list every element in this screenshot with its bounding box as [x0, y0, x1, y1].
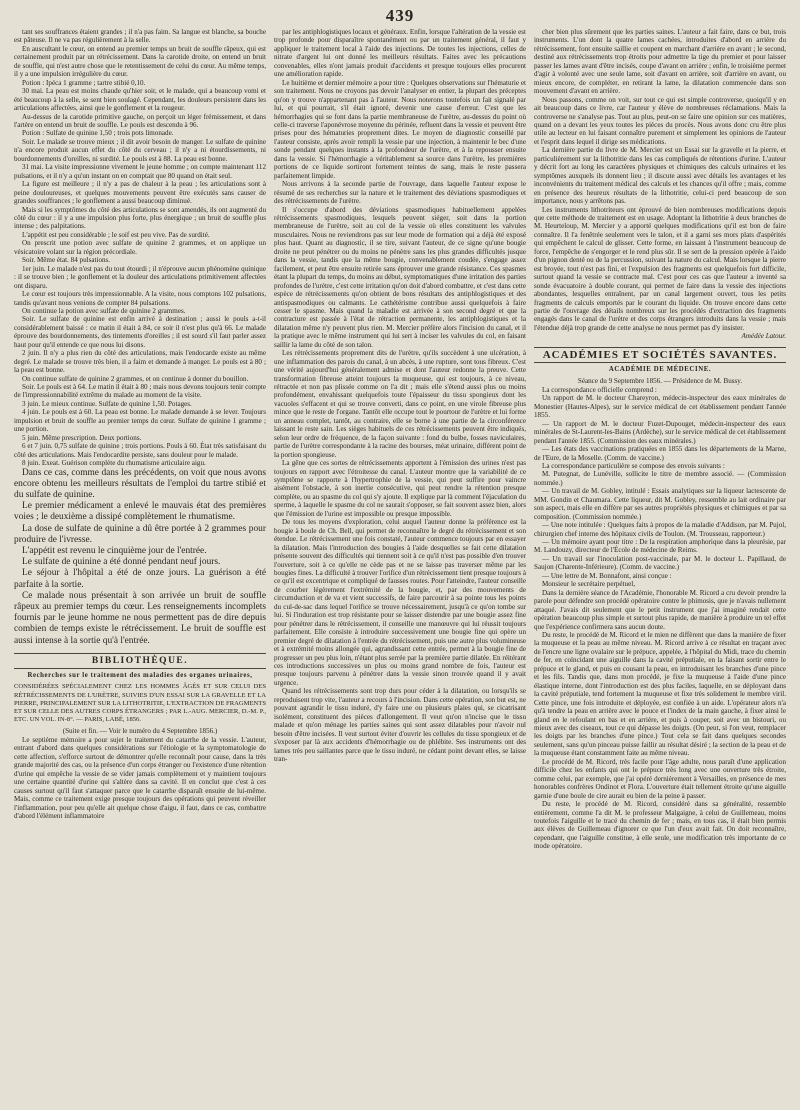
paragraph: Potion : Sulfate de quinine 1,50 ; trois pots limonade.: [22, 129, 174, 138]
paragraph: Du reste, le procédé de M. Ricord, considéré dans sa généralité, ressemble entièrement, comme l'a dit M. le professeur Malgaigne, à celui de Guillemeau, moins toutefois l'aiguille et le tracé du chemin de fer ; mais, en tous cas, il était bien permis aux élèves de Guillemeau d'ignorer ce que l'un d'eux avait fait. On doit reconnaître, cependant, que l'aiguille constitue, à elle seule, une modification très importante de ce mode opératoire.: [534, 800, 786, 851]
academy-proceedings: [534, 386, 786, 851]
column-1: [14, 28, 266, 1102]
paragraph: Monsieur le secrétaire perpétuel,: [542, 580, 635, 589]
seance-line: Séance du 9 Septembre 1856. — Présidence de M. Bussy.: [577, 377, 743, 386]
paragraph: — Un mémoire ayant pour titre : De la respiration amphorique dans la pleurésie, par M. Landouzy, directeur de l'École de médecine de Reims.: [534, 538, 786, 555]
paragraph: Soir. Le pouls est à 64. Le matin il était à 80 ; mais nous devons toujours tenir compte de l'impressionnabilité extrême du malade au moment de la visite.: [14, 383, 266, 400]
review-signature: Amédée Latour.: [741, 332, 786, 341]
clinical-conclusion: [14, 468, 266, 647]
paragraph: La figure est meilleure ; il n'y a pas de chaleur à la peau ; les articulations sont à peine douloureuses, et quelques mouvements peuvent être exécutés sans causer de grandes souffrances ; le gonflement a aussi beaucoup diminué.: [14, 180, 266, 206]
paragraph: 2 juin. Il n'y a plus rien du côté des articulations, mais l'endocarde existe au même degré. Le malade se trouve très bien, il a faim et demande à manger. Le pouls est à 80 ; la peau est bonne.: [14, 349, 266, 375]
paragraph: La dernière partie du livre de M. Mercier est un Essai sur la gravelle et la pierre, et particulièrement sur la lithotritie dans les cas compliqués de rétentions d'urine. L'auteur y décrit fort au long les caractères physiques et chimiques des calculs urinaires et les symptômes auxquels ils donnent lieu ; il discute aussi avec détails les avantages et les inconvénients du traitement médical des calculs et les chances qu'il offre ; mais, comme en présence des heureux résultats de la lithotritie, celui-ci perd beaucoup de son importance, nous y arrêtons pas.: [534, 146, 786, 206]
book-review-start: [14, 736, 266, 821]
paragraph: De tous les moyens d'exploration, celui auquel l'auteur donne la préférence est la bougie à boule de Ch. Bell, qui permet de reconnaître le degré du rétrécissement et son étendue. Le rétrécissement une fois constaté, l'auteur commence toujours par en essayer la dilatation. Mais l'introduction des bougies à l'aide desquelles se fait cette dilatation présente souvent des difficultés qui tiennent soit à ce qu'il n'est pas possible d'en trouver l'ouverture, soit à ce qu'elle ne cède pas et ne se laisse pas traverser même par les bougies fines. La difficulté à trouver l'orifice d'un rétrécissement tient presque toujours à ce qu'il est excentrique et compliqué de fausses routes. Pour l'atteindre, l'auteur conseille de courber légèrement l'extrémité de la bougie, et, par des mouvements de circumduction et de va et vient successifs, de faire parcourir à sa pointe tous les points du cul-de-sac dans lequel l'orifice se trouve nécessairement, jusqu'à ce qu'on tombe sur lui. Si l'induration est trop résistante pour se laisser distendre par une bougie assez fine pour pénétrer dans le rétrécissement, il conseille une manœuvre qui lui réussit toujours parfaitement. Elle consiste à introduire successivement une bougie fine qui opère un premier degré de dilatation à l'entrée du rétrécissement, puis une autre plus volumineuse et à extrémité moins allongée qui, agrandissant cette entrée, permet à la bougie fine de progresser un peu plus loin, n'étant plus serrée par la première partie dilatée. En réitérant ces introductions successives un plus ou moins grand nombre de fois, l'auteur est presque toujours parvenu à pénétrer dans la vessie sinon trouvée quand il y avait urgence.: [274, 518, 526, 687]
paragraph: — Un travail sur l'inoculation post-vaccinale, par M. le docteur L. Papillaud, de Saujon (Charente-Inférieure). (Comm. de vaccine.): [534, 554, 786, 572]
paragraph: — Une note intitulée : Quelques faits à propos de la maladie d'Addison, par M. Pujol, chirurgien chef interne des hôpitaux civils de Toulon. (M. Trousseau, rapporteur.): [534, 521, 786, 538]
paragraph: 31 mai. La visite impressionne vivement le jeune homme ; on compte maintenant 112 pulsations, et il n'y a qu'un instant on en comptait que 80 quand on était seul.: [14, 163, 266, 180]
paragraph: Le huitième et dernier mémoire a pour titre : Quelques observations sur l'hématurie et son traitement. Nous ne croyons pas devoir l'analyser en entier, la plupart des préceptes qu'on y trouve n'appartenant pas à l'auteur. Nous noterons toutefois un fait signalé par lui, et qui pourrait, s'il était ignoré, devenir une cause d'erreur. C'est que les hémorrhagies qui se font dans la partie membraneuse de l'urètre, au-dessus du point où celle-ci traverse l'aponévrose moyenne du périnée, refluent dans la vessie et peuvent être prises pour des hématuries proprement dites. Le moyen de diagnostic conseillé par l'auteur consiste, après avoir rempli la vessie par une injection, à maintenir le bec d'une sonde pendant quelques instants à la profondeur de l'urètre, et à la repousser ensuite dans la vessie. Si l'hémorrhagie a véritablement sa source dans l'urètre, les premières portions de ce liquide sortiront fortement teintes de sang, mais le reste passera parfaitement limpide.: [274, 78, 526, 180]
paragraph: 4 juin. Le pouls est à 60. La peau est bonne. Le malade demande à se lever. Toujours impulsion et bruit de souffle au premier temps du cœur. Sulfate de quinine 1 gramme ; une portion.: [14, 408, 266, 434]
paragraph: Soir. Le sulfate de quinine est enfin arrivé à destination ; aussi le pouls a-t-il considérablement baissé : ce matin il était à 84, ce soir il n'est plus qu'à 66. Le malade éprouve des bourdonnements, des tintements d'oreilles ; il est sourd s'il faut parler assez haut pour qu'il entende ce que nous lui disons.: [14, 315, 266, 349]
paragraph: 8 juin. Exeat. Guérison complète du rhumatisme articulaire aigu.: [22, 459, 206, 468]
paragraph: Un rapport de M. le docteur Chareyron, médecin-inspecteur des eaux minérales de Monestier (Hautes-Alpes), sur le service médical de cet établissement pendant l'année 1855.: [534, 394, 786, 420]
clinical-observation: [14, 28, 266, 468]
column-3: [534, 28, 786, 1102]
paragraph: La dose de sulfate de quinine a dû être portée à 2 grammes pour produire de l'ivresse.: [14, 523, 266, 545]
paragraph: On continue sulfate de quinine 2 grammes, et on continue à donner du bouillon.: [22, 374, 249, 383]
paragraph: — Un rapport de M. le docteur Fuzet-Dupouget, médecin-inspecteur des eaux minérales de St-Laurent-les-Bains (Ardèche), sur le service médical de cet établissement pendant l'année 1855. (Commission des eaux minérales.): [534, 419, 786, 445]
paragraph: On prescrit une potion avec sulfate de quinine 2 grammes, et on applique un vésicatoire volant sur la région précordiale.: [14, 239, 266, 256]
paragraph: Les instruments lithotriteurs ont éprouvé de bien nombreuses modifications depuis que cette méthode de traitement est en usage. Adoptant la lithotritie à deux branches de M. Heurteloup, M. Mercier y a apporté quelques modifications qu'il est bon de faire connaître. Il l'a fenêtrée seulement vers le talon, et il a garni ses mors plats d'aspérités qui empêchent le calcul de glisser. Cette forme, en laissant à l'instrument beaucoup de force, l'empêche de s'engorger et le rend plus sûr. Il se sert de la pression opérée à l'aide d'un pignon denté ou de la percussion, suivant la nature du calcul. Mais lorsque la pierre est broyée, tout n'est pas fini, et l'expulsion des fragments est quelquefois fort difficile, surtout quand la vessie se contracte mal. C'est pour ces cas que l'auteur a inventé sa sonde évacuatoire à double courant, qui permet de faire dans la vessie des injections abondantes, lesquelles entraînent, par un canal largement ouvert, tous les petits fragments de calculs emportés par le courant du liquide. On trouve encore dans cette partie de l'ouvrage des détails nombreux sur les procédés d'extraction des fragments engagés dans le canal de l'urètre et des corps étrangers introduits dans la vessie ; mais l'étendue déjà trop grande de cette analyse ne nous permet pas d'y insister.: [534, 205, 786, 332]
paragraph: 30 mai. La peau est moins chaude qu'hier soir, et le malade, qui a beaucoup vomi et été beaucoup à la selle, se sent bien soulagé. Cependant, les douleurs persistent dans les articulations affectées, ainsi que le gonflement et la rougeur.: [14, 87, 266, 113]
section-heading-bibliotheque: BIBLIOTHÈQUE.: [14, 653, 266, 669]
paragraph: 1er juin. Le malade n'est pas du tout étourdi ; il n'éprouve aucun phénomène quinique : il se trouve bien ; le gonflement et la douleur des articulations primitivement affectées ont disparu.: [14, 264, 266, 290]
paragraph: Le séjour à l'hôpital a été de onze jours. La guérison a été parfaite à la sortie.: [14, 568, 266, 590]
paragraph: Il s'occupe d'abord des déviations spasmodiques habituellement appelées rétrécissements spasmodiques, lesquels peuvent siéger, soit dans la portion membraneuse de l'urètre, soit au col de la vessie où elles constituent les valvules musculaires. Nous ne reviendrons pas sur leur mode de formation qui a déjà été exposé plus haut. Quant au diagnostic, il se tire, suivant l'auteur, de ce signe qu'une bougie droite ne peut pénétrer ou du moins ne pénètre sans les plus grandes difficultés jusque dans la vessie, tandis que la même bougie, convenablement coudée, s'engage assez facilement, et peut être ensuite retirée sans éprouver une grande résistance. Ces spasmes étant la plupart du temps, du moins au début, symptomatiques d'une irritation des parties profondes de l'urètre, c'est cette irritation qu'on doit d'abord combattre, et c'est dans cette espèce de rétrécissements qu'on obtient de bons résultats des antiphlogistiques et des antispasmodiques ou calmants. Le cathétérisme contribue aussi quelquefois à faire cesser le spasme. Mais quand la maladie est arrivée à son second degré et que la contracture est passée à l'état de rétraction permanente, les antiphlogistiques et la dilatation même n'y peuvent plus rien. M. Mercier préfère alors l'incision du canal, et il la pratique avec le même instrument qui lui sert à inciser les valvules du col, en faisant saillir la lame du côté de son talon.: [274, 205, 526, 349]
paragraph: Soir. Même état. 84 pulsations.: [22, 256, 111, 265]
paragraph: 5 juin. Même prescription. Deux portions.: [22, 433, 142, 442]
paragraph: La correspondance officielle comprend :: [542, 385, 657, 394]
paragraph: On continue la potion avec sulfate de quinine 2 grammes.: [22, 306, 186, 315]
paragraph: M. Putegnat, de Lunéville, sollicite le titre de membre associé. — (Commission nommée.): [534, 470, 786, 487]
paragraph: Du reste, le procédé de M. Ricord et le mien ne diffèrent que dans la manière de fixer la muqueuse et la peau au même niveau. M. Ricord arrive à ce résultat en traçant avec de l'encre une ligne ovalaire sur le prépuce, appelée, à l'hôpital du Midi, trace du chemin de fer, en coïncidant une aiguille dans la cavité préputiale, en la faisant sortir entre le prépuce et le gland, et puis en cousant la peau, en introduisant les branches d'une pince et les fils. Tandis que, dans mon procédé, je fixe la muqueuse à l'aide d'une pince élastique interne, dont l'introduction est des plus faciles, laquelle, en se déployant dans la cavité préputiale, tend fortement la muqueuse et fixe très solidement le membre viril. Cette pince, une fois introduite et déployée, est confiée à un aide. L'opérateur alors n'a qu'à tendre la peau en arrière avec le pouce et l'index de la main gauche, à fixer ainsi le gland en le refoulant en bas et en arrière, et puis à couper, soit avec un bistouri, ou mieux avec des ciseaux, tout ce qui dépasse les doigts. (On peut, si l'on veut, remplacer les doigts par les branches d'une pince.) Tout cela se fait dans quelques secondes seulement, sans qu'un pinceau puisse faillir au résultat désiré ; la section de la peau et de la muqueuse étant constamment faite au même niveau.: [534, 631, 786, 758]
paragraph: L'appétit est revenu le cinquième jour de l'entrée.: [22, 545, 207, 556]
book-subtitle: CONSIDÉRÉES SPÉCIALEMENT CHEZ LES HOMMES ÂGÉS ET SUR CELUI DES RÉTRÉCISSEMENTS DE L'URÈTRE, SUIVIES D'UN ESSAI SUR LA GRAVELLE ET LA PIERRE, PRINCIPALEMENT SUR LA LITHOTRITIE, L'EXTRACTION DE FRAGMENTS ET SUR CELLE DES AUTRES CORPS ÉTRANGERS ; PAR L.-AUG. MERCIER, D.-M. P., ETC. UN VOL. IN-8°. — PARIS, LABÉ, 1856.: [14, 683, 266, 724]
paragraph: tant ses souffrances étaient grandes ; il n'a pas faim. Sa langue est blanche, sa bouche est pâteuse. Il ne va pas régulièrement à la selle.: [14, 28, 266, 45]
paragraph: Potion : Ipéca 1 gramme ; tartre stibié 0,10.: [22, 78, 146, 87]
paragraph: Le premier médicament a enlevé le mauvais état des premières voies ; le deuxième a dissipé complètement le rhumatisme.: [14, 501, 266, 523]
paragraph: — Un travail de M. Gobley, intitulé : Essais analytiques sur la liqueur lactescente de MM. Gondin et Chaumara. Cette liqueur, dit M. Gobley, ressemble au lait ordinaire par son aspect, mais elle en diffère par ses autres propriétés physiques et chimiques et par sa composition. (Commission nommée.): [534, 487, 786, 521]
paragraph: En auscultant le cœur, on entend au premier temps un bruit de souffle râpeux, qui est certainement produit par un rétrécissement. Dans la carotide droite, on entend un bruit de souffle, qui n'est autre chose que le retentissement de celui du cœur. Au même temps, il y a une impulsion irrégulière du cœur.: [14, 44, 266, 79]
paragraph: L'appétit est peu considérable ; le soif est peu vive. Pas de surdité.: [22, 230, 210, 239]
paragraph: La gêne que ces sortes de rétrécissements apportent à l'émission des urines n'est pas toujours en rapport avec l'étroitesse du canal. L'auteur montre que la variabilité de ce symptôme se rapporte à l'hypertrophie de la vessie, qui peut suffire pour vaincre aisément l'obstacle, à son inertie consécutive, qui peut rendre la rétention presque complète, ou au spasme du col qui s'y ajoute. Il explique par là comment l'éjaculation du sperme, à laquelle le spasme du col ne saurait s'opposer, se fait souvent assez bien, alors que l'émission de l'urine est impossible ou presque impossible.: [274, 459, 526, 518]
paragraph: Les rétrécissements proprement dits de l'urètre, qu'ils succèdent à une ulcération, à une inflammation des parois du canal, à un abcès, à une rupture, sont tous fibreux. C'est une vérité aujourd'hui généralement admise et dont l'auteur redonne la preuve. Cette transformation fibreuse atteint toujours la muqueuse, qui est toujours, à ce niveau, rétractée et non pas plissée comme on l'a dit ; mais elle s'étend aussi plus ou moins profondément, envahissant quelquefois toute l'épaisseur du tissu spongieux dont les vacuoles s'effacent et qui se trouve converti, dans ce point, en une virole fibreuse plus mince que le reste de l'organe. Tantôt elle occupe tout le pourtour de l'urètre et lui forme un anneau complet, tantôt, au contraire, elle se borne à une partie de la circonférence laissant le reste sain. Les sièges habituels de ces rétrécissements peuvent être indiqués, selon leur ordre de fréquence, de la façon suivante : fond du bulbe, fosses naviculaires, partie de l'urètre correspondante à la racine des bourses, méat urinaire, différent point de la portion spongieuse.: [274, 349, 526, 459]
paragraph: Ce malade nous présentait à son arrivée un bruit de souffle râpeux au premier temps du cœur. Les renseignements incomplets fournis par le jeune homme ne nous permettent pas de dire depuis combien de temps existe le rétrécissement. Le bruit de souffle est aussi intense à la sortie qu'à l'entrée.: [14, 590, 266, 646]
academy-heading: ACADÉMIE DE MÉDECINE.: [608, 366, 712, 374]
paragraph: Mais si les symptômes du côté des articulations se sont amendés, ils ont augmenté du côté du cœur : il y a une impulsion plus forte, plus énergique ; un bruit de souffle plus intense ; des palpitations.: [14, 205, 266, 231]
text-columns: [14, 28, 786, 1102]
paragraph: 6 et 7 juin. 0,75 sulfate de quinine ; trois portions. Pouls à 60. État très satisfaisant du côté des articulations. Mais l'endocardite persiste, sans douleur pour le malade.: [14, 442, 266, 459]
paragraph: Soir. Le malade se trouve mieux ; il dit avoir besoin de manger. Le sulfate de quinine n'a encore produit aucun effet du côté du cerveau ; il n'y a ni étourdissements, ni bourdonnements d'oreilles, ni surdité. Le pouls est à 88. La peau est bonne.: [14, 137, 266, 163]
book-review-continued: [274, 28, 526, 763]
paragraph: Au-dessus de la carotide primitive gauche, on perçoit un léger frémissement, et dans l'artère on entend un bruit de souffle. Le pouls est descendu à 96.: [14, 112, 266, 129]
paragraph: — Une lettre de M. Bonnafont, ainsi conçue :: [542, 571, 672, 580]
book-title: Recherches sur le traitement des maladies des organes urinaires,: [27, 672, 253, 680]
suite-note: (Suite et fin. — Voir le numéro du 4 Septembre 1856.): [62, 727, 218, 736]
paragraph: La correspondance particulière se compose des envois suivants :: [542, 461, 725, 470]
paragraph: Nous arrivons à la seconde partie de l'ouvrage, dans laquelle l'auteur expose le résumé de ses recherches sur la nature et le traitement des déviations spasmodiques et des rétrécissements de l'urètre.: [274, 180, 526, 206]
paragraph: Dans la dernière séance de l'Académie, l'honorable M. Ricord a cru devoir prendre la parole pour défendre son procédé opératoire contre le phimosis, que je n'avais nullement attaqué. J'avais dit seulement que le petit instrument que j'ai imaginé rendait cette opération beaucoup plus simple et surtout plus rapide, de manière à produire un tel effet que l'expérience confirmera sans aucun doute.: [534, 588, 786, 631]
paragraph: Le cœur est toujours très impressionnable. A la visite, nous comptons 102 pulsations, tandis qu'avant nous venions de compter 84 pulsations.: [14, 290, 266, 307]
paragraph: Le sulfate de quinine a été donné pendant neuf jours.: [22, 557, 221, 568]
paragraph: 3 juin. Le mieux continue. Sulfate de quinine 1,50. Potages.: [22, 399, 192, 408]
paragraph: Dans ce cas, comme dans les précédents, on voit que nous avons encore obtenu les meilleurs résultats de l'emploi du tartre stibié et du sulfate de quinine.: [14, 467, 266, 500]
paragraph: Le septième mémoire a pour sujet le traitement du catarrhe de la vessie. L'auteur, entrant d'abord dans quelques considérations sur l'étiologie et la symptomatologie de cette affection, s'efforce surtout de démontrer qu'elle reconnaît pour cause, dans la très grande majorité des cas, ou la présence d'un corps étranger ou l'existence d'une rétention d'urine qui empêche la vessie de se vider jamais complètement et y maintient toujours une certaine quantité d'urine qui s'altère dans sa cavité. Il en conclut que c'est à ces causes surtout qu'il faut s'attaquer parce que le catarrhe disparaît ensuite de lui-même. Mais, comme ce traitement exige presque toujours des opérations qui peuvent réveiller l'inflammation, pour peu qu'elle ait quelque chose d'aigu, il faut, dans ce cas, combattre d'abord l'élément inflammatoire: [14, 735, 266, 821]
page-number: 439: [385, 6, 415, 25]
paragraph: — Les états des vaccinations pratiquées en 1855 dans les départements de la Marne, de l'Eure, de la Moselle. (Comm. de vaccine.): [534, 445, 786, 462]
paragraph: Le procédé de M. Ricord, très facile pour l'âge adulte, nous paraît d'une application difficile chez les enfants qui ont le prépuce très long avec une ouverture très étroite, comme celui, par exemple, que j'ai opéré dernièrement à Versailles, en présence de mes honorables confrères Ondinot et Flora. L'ouverture était tellement étroite qu'une aiguille garnie d'une boule de cire aurait eu bien de la peine à passer.: [534, 757, 786, 800]
paragraph: cher bien plus sûrement que les parties saines. L'auteur a fait faire, dans ce but, trois instruments. L'un dont la quatre lames cachées, introduites d'abord en arrière du rétrécissement, font ensuite saillie et coupent en marchant d'arrière en avant ; le second, destiné aux rétrécissements trop étroits pour admettre la tige du premier et pour laisser passer les lames avant d'être incisés, coupe d'avant en arrière ; enfin, le troisième permet d'agir à volonté avec une seule lame, soit d'avant en arrière, soit d'arrière en avant, ou mieux encore, de compléter, en retirant la lame, la dilatation commencée dans son mouvement d'avant en arrière.: [534, 28, 786, 96]
section-heading-academies: ACADÉMIES ET SOCIÉTÉS SAVANTES.: [534, 347, 786, 363]
paragraph: Quand les rétrécissements sont trop durs pour céder à la dilatation, ou lorsqu'ils se reproduisent trop vite, l'auteur a recours à l'incision. Dans cette opération, son but est, ne pouvant agrandir le tissu induré, d'y faire une ou plusieurs plaies qui, se cicatrisant isolément, constituent des pièces d'allongement. Il veut qu'on n'incise que le tissu malade et qu'on ménage les parties saines qui sont assez dilatables pour n'avoir nul besoin d'être incisées. Il veut surtout éviter d'ouvrir les cellules du tissu spongieux et de s'exposer par là aux accidents d'hémorrhagie ou de phlébite. Ses instruments ont des lames très peu saillantes parce que le tissu induré, ne cédant point devant elles, se laisse tran-: [274, 687, 526, 763]
column-2: [274, 28, 526, 1102]
book-review-end: [534, 28, 786, 332]
paragraph: par les antiphlogistiques locaux et généraux. Enfin, lorsque l'altération de la vessie est trop profonde pour disparaître spontanément ou par un traitement général, il faut y appliquer le traitement local à l'aide des injections. De toutes les injections, celles de nitrate d'argent lui ont donné les meilleurs résultats. Faites avec les précautions convenables, elles n'ont jamais produit d'accidents et presque toujours elles procurent une amélioration rapide.: [274, 28, 526, 79]
paragraph: Nous passons, comme on voit, sur tout ce qui est simple controverse, quoiqu'il y en ait beaucoup dans ce livre, car l'auteur y élève de nombreuses réclamations. Mais la controverse ne s'analyse pas. Tout au plus, peut-on se faire une opinion sur ces matières, quand on a devant les yeux toutes les pièces du procès. Nous avons donc cru être plus utile au lecteur en lui faisant connaître purement et simplement les opinions de l'auteur et l'esprit dans lequel il dirige ses médications.: [534, 95, 786, 146]
